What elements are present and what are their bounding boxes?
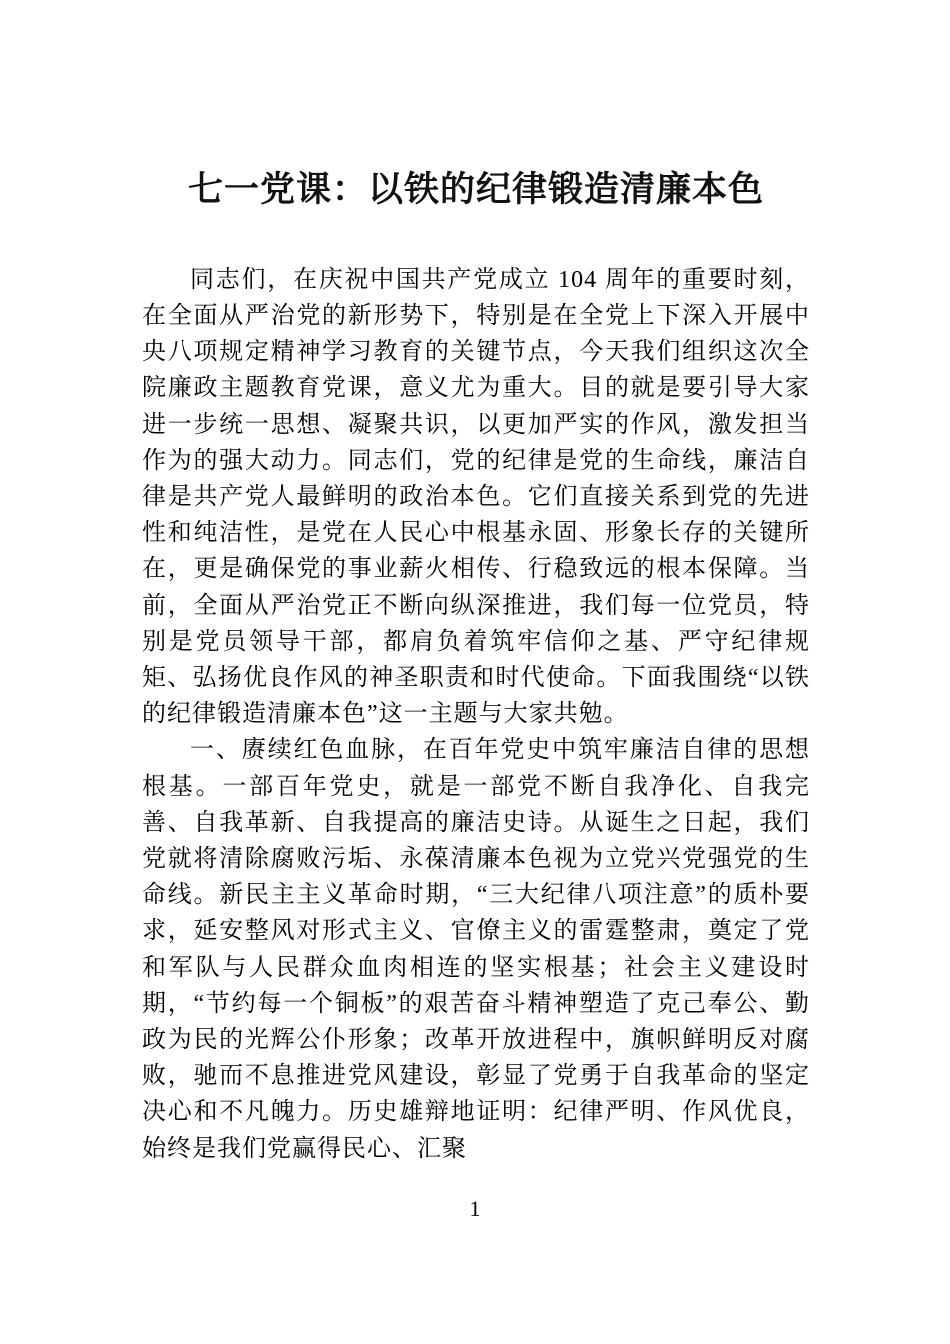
document-body: [142, 262, 810, 1162]
page-number: 1: [0, 1196, 950, 1222]
paragraph: 同志们，在庆祝中国共产党成立 104 周年的重要时刻，在全面从严治党的新形势下，特别是在全党上下深入开展中央八项规定精神学习教育的关键节点，今天我们组织这次全院廉政主题教育党课，意义尤为重大。目的就是要引导大家进一步统一思想、凝聚共识，以更加严实的作风，激发担当作为的强大动力。同志们，党的纪律是党的生命线，廉洁自律是共产党人最鲜明的政治本色。它们直接关系到党的先进性和纯洁性，是党在人民心中根基永固、形象长存的关键所在，更是确保党的事业薪火相传、行稳致远的根本保障。当前，全面从严治党正不断向纵深推进，我们每一位党员，特别是党员领导干部，都肩负着筑牢信仰之基、严守纪律规矩、弘扬优良作风的神圣职责和时代使命。下面我围绕“以铁的纪律锻造清廉本色”这一主题与大家共勉。: [142, 266, 810, 728]
document-title: 七一党课：以铁的纪律锻造清廉本色: [187, 170, 764, 209]
paragraph: 一、赓续红色血脉，在百年党史中筑牢廉洁自律的思想根基。一部百年党史，就是一部党不断自我净化、自我完善、自我革新、自我提高的廉洁史诗。从诞生之日起，我们党就将清除腐败污垢、永葆清廉本色视为立党兴党强党的生命线。新民主主义革命时期，“三大纪律八项注意”的质朴要求，延安整风对形式主义、官僚主义的雷霆整肃，奠定了党和军队与人民群众血肉相连的坚实根基；社会主义建设时期，“节约每一个铜板”的艰苦奋斗精神塑造了克己奉公、勤政为民的光辉公仆形象；改革开放进程中，旗帜鲜明反对腐败，驰而不息推进党风建设，彰显了党勇于自我革命的坚定决心和不凡魄力。历史雄辩地证明：纪律严明、作风优良，始终是我们党赢得民心、汇聚: [142, 737, 810, 1162]
